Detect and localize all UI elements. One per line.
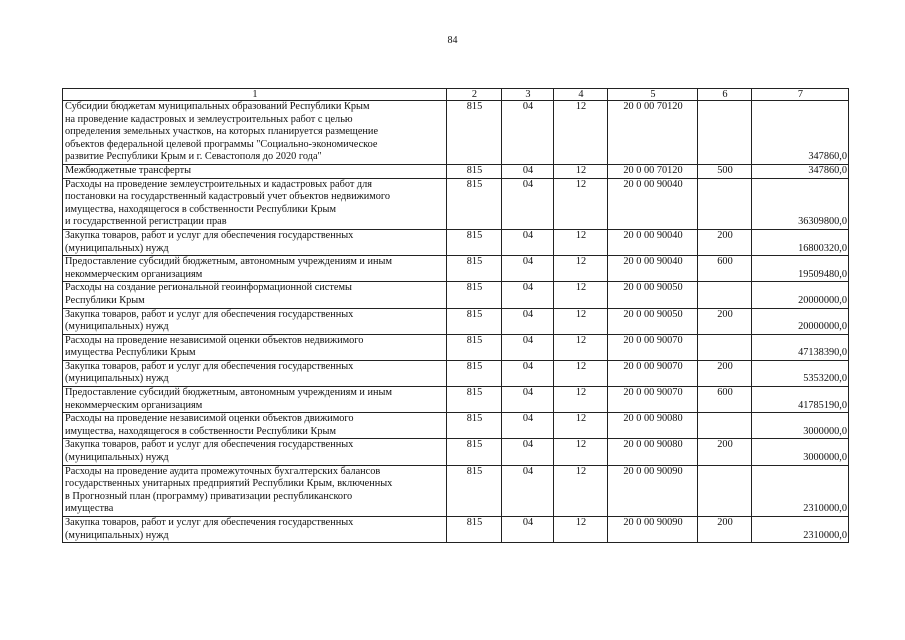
ministry-code-cell: 815 xyxy=(447,334,502,360)
header-cell: 5 xyxy=(608,89,698,101)
target-article-cell: 20 0 00 90050 xyxy=(608,308,698,334)
ministry-code-cell: 815 xyxy=(447,308,502,334)
table-row xyxy=(63,256,849,282)
amount-cell: 3000000,0 xyxy=(752,439,849,465)
table-row xyxy=(63,282,849,308)
section-code-cell: 04 xyxy=(502,229,554,255)
section-code-cell: 04 xyxy=(502,164,554,178)
ministry-code-cell: 815 xyxy=(447,256,502,282)
table-body xyxy=(63,89,849,543)
subsection-code-cell: 12 xyxy=(554,308,608,334)
ministry-code-cell: 815 xyxy=(447,101,502,165)
target-article-cell: 20 0 00 90080 xyxy=(608,413,698,439)
section-code-cell: 04 xyxy=(502,334,554,360)
expense-type-cell xyxy=(698,413,752,439)
target-article-cell: 20 0 00 90070 xyxy=(608,360,698,386)
table-row xyxy=(63,465,849,516)
expense-type-cell: 200 xyxy=(698,517,752,543)
expense-name-cell: Расходы на проведение независимой оценки объектов движимого имущества, находящегося в собственности Республики Крым xyxy=(63,413,447,439)
amount-cell: 36309800,0 xyxy=(752,178,849,229)
table-row xyxy=(63,517,849,543)
expense-name-cell: Расходы на проведение землеустроительных и кадастровых работ для постановки на государственный кадастровый учет объектов недвижимого имущества, находящегося в собственности Республики Крым и государственной регистрации прав xyxy=(63,178,447,229)
expense-type-cell: 200 xyxy=(698,360,752,386)
expense-type-cell xyxy=(698,282,752,308)
subsection-code-cell: 12 xyxy=(554,517,608,543)
table-row xyxy=(63,164,849,178)
ministry-code-cell: 815 xyxy=(447,439,502,465)
ministry-code-cell: 815 xyxy=(447,164,502,178)
subsection-code-cell: 12 xyxy=(554,229,608,255)
amount-cell: 5353200,0 xyxy=(752,360,849,386)
ministry-code-cell: 815 xyxy=(447,282,502,308)
header-cell: 7 xyxy=(752,89,849,101)
target-article-cell: 20 0 00 90090 xyxy=(608,517,698,543)
header-cell: 6 xyxy=(698,89,752,101)
subsection-code-cell: 12 xyxy=(554,282,608,308)
target-article-cell: 20 0 00 90080 xyxy=(608,439,698,465)
amount-cell: 2310000,0 xyxy=(752,517,849,543)
amount-cell: 16800320,0 xyxy=(752,229,849,255)
subsection-code-cell: 12 xyxy=(554,439,608,465)
section-code-cell: 04 xyxy=(502,256,554,282)
page-number: 84 xyxy=(447,35,458,46)
amount-cell: 19509480,0 xyxy=(752,256,849,282)
target-article-cell: 20 0 00 90050 xyxy=(608,282,698,308)
table-row xyxy=(63,413,849,439)
expense-name-cell: Предоставление субсидий бюджетным, автономным учреждениям и иным некоммерческим организациям xyxy=(63,387,447,413)
amount-cell: 41785190,0 xyxy=(752,387,849,413)
section-code-cell: 04 xyxy=(502,439,554,465)
expense-name-cell: Межбюджетные трансферты xyxy=(63,164,447,178)
target-article-cell: 20 0 00 90040 xyxy=(608,178,698,229)
expense-type-cell: 600 xyxy=(698,387,752,413)
target-article-cell: 20 0 00 70120 xyxy=(608,164,698,178)
section-code-cell: 04 xyxy=(502,101,554,165)
subsection-code-cell: 12 xyxy=(554,360,608,386)
header-cell: 1 xyxy=(63,89,447,101)
expense-type-cell xyxy=(698,101,752,165)
table-row xyxy=(63,178,849,229)
section-code-cell: 04 xyxy=(502,178,554,229)
amount-cell: 347860,0 xyxy=(752,101,849,165)
expense-name-cell: Предоставление субсидий бюджетным, автономным учреждениям и иным некоммерческим организациям xyxy=(63,256,447,282)
expense-type-cell: 200 xyxy=(698,439,752,465)
ministry-code-cell: 815 xyxy=(447,517,502,543)
ministry-code-cell: 815 xyxy=(447,387,502,413)
expense-name-cell: Расходы на проведение независимой оценки объектов недвижимого имущества Республики Крым xyxy=(63,334,447,360)
expense-type-cell xyxy=(698,334,752,360)
target-article-cell: 20 0 00 90040 xyxy=(608,229,698,255)
ministry-code-cell: 815 xyxy=(447,413,502,439)
subsection-code-cell: 12 xyxy=(554,413,608,439)
amount-cell: 20000000,0 xyxy=(752,282,849,308)
expense-name-cell: Закупка товаров, работ и услуг для обеспечения государственных (муниципальных) нужд xyxy=(63,229,447,255)
amount-cell: 347860,0 xyxy=(752,164,849,178)
expense-name-cell: Субсидии бюджетам муниципальных образований Республики Крым на проведение кадастровых и землеустроительных работ с целью определения земельных участков, на которых планируется размещение объектов федеральной целевой программы "Социально-экономическое развитие Республики Крым и г. Севастополя до 2020 года" xyxy=(63,101,447,165)
expense-type-cell: 200 xyxy=(698,308,752,334)
expense-type-cell xyxy=(698,465,752,516)
target-article-cell: 20 0 00 90070 xyxy=(608,334,698,360)
table-row xyxy=(63,360,849,386)
expense-name-cell: Закупка товаров, работ и услуг для обеспечения государственных (муниципальных) нужд xyxy=(63,439,447,465)
ministry-code-cell: 815 xyxy=(447,360,502,386)
amount-cell: 20000000,0 xyxy=(752,308,849,334)
header-cell: 2 xyxy=(447,89,502,101)
header-cell: 4 xyxy=(554,89,608,101)
section-code-cell: 04 xyxy=(502,282,554,308)
table-row xyxy=(63,229,849,255)
target-article-cell: 20 0 00 90090 xyxy=(608,465,698,516)
amount-cell: 47138390,0 xyxy=(752,334,849,360)
header-row xyxy=(63,89,849,101)
subsection-code-cell: 12 xyxy=(554,101,608,165)
expense-type-cell xyxy=(698,178,752,229)
target-article-cell: 20 0 00 90040 xyxy=(608,256,698,282)
section-code-cell: 04 xyxy=(502,387,554,413)
expense-type-cell: 500 xyxy=(698,164,752,178)
subsection-code-cell: 12 xyxy=(554,334,608,360)
target-article-cell: 20 0 00 90070 xyxy=(608,387,698,413)
table-row xyxy=(63,308,849,334)
section-code-cell: 04 xyxy=(502,360,554,386)
table-row xyxy=(63,101,849,165)
section-code-cell: 04 xyxy=(502,517,554,543)
expense-name-cell: Закупка товаров, работ и услуг для обеспечения государственных (муниципальных) нужд xyxy=(63,360,447,386)
subsection-code-cell: 12 xyxy=(554,465,608,516)
section-code-cell: 04 xyxy=(502,465,554,516)
subsection-code-cell: 12 xyxy=(554,387,608,413)
amount-cell: 2310000,0 xyxy=(752,465,849,516)
expense-name-cell: Расходы на создание региональной геоинформационной системы Республики Крым xyxy=(63,282,447,308)
expense-name-cell: Закупка товаров, работ и услуг для обеспечения государственных (муниципальных) нужд xyxy=(63,517,447,543)
section-code-cell: 04 xyxy=(502,413,554,439)
subsection-code-cell: 12 xyxy=(554,256,608,282)
budget-table xyxy=(62,88,849,543)
ministry-code-cell: 815 xyxy=(447,178,502,229)
section-code-cell: 04 xyxy=(502,308,554,334)
table-row xyxy=(63,439,849,465)
ministry-code-cell: 815 xyxy=(447,229,502,255)
expense-name-cell: Закупка товаров, работ и услуг для обеспечения государственных (муниципальных) нужд xyxy=(63,308,447,334)
header-cell: 3 xyxy=(502,89,554,101)
amount-cell: 3000000,0 xyxy=(752,413,849,439)
table-row xyxy=(63,334,849,360)
target-article-cell: 20 0 00 70120 xyxy=(608,101,698,165)
expense-type-cell: 600 xyxy=(698,256,752,282)
expense-type-cell: 200 xyxy=(698,229,752,255)
subsection-code-cell: 12 xyxy=(554,164,608,178)
expense-name-cell: Расходы на проведение аудита промежуточных бухгалтерских балансов государственных унитарных предприятий Республики Крым, включенных в Прогнозный план (программу) приватизации республиканского имущества xyxy=(63,465,447,516)
table-row xyxy=(63,387,849,413)
ministry-code-cell: 815 xyxy=(447,465,502,516)
subsection-code-cell: 12 xyxy=(554,178,608,229)
